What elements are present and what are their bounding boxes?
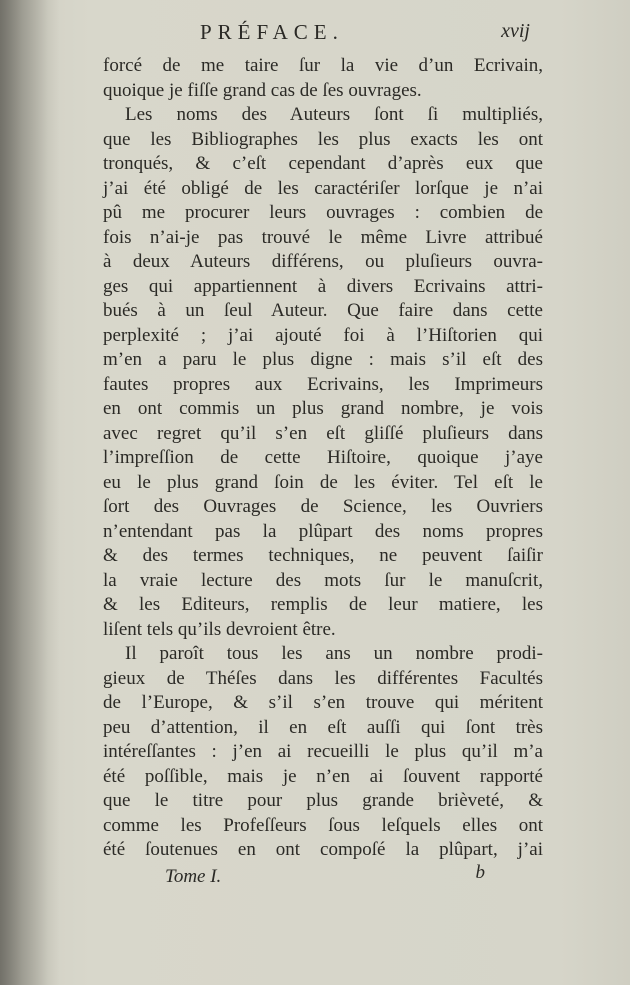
text-line: bués à un ſeul Auteur. Que faire dans cette xyxy=(103,300,543,321)
text-line: j’ai été obligé de les caractériſer lorſque je n’ai xyxy=(103,177,543,199)
body-text xyxy=(103,54,543,863)
text-line: que le titre pour plus grande brièveté, & xyxy=(103,790,543,811)
text-line: quoique je fiſſe grand cas de ſes ouvrages. xyxy=(103,79,422,101)
volume-label: Tome I. xyxy=(165,866,222,887)
text-line: n’entendant pas la plûpart des noms propres xyxy=(103,520,543,542)
text-line: & les Editeurs, remplis de leur matiere, les xyxy=(103,594,543,615)
text-line: que les Bibliographes les plus exacts les ont xyxy=(103,128,543,150)
text-line: pû me procurer leurs ouvrages : combien de xyxy=(103,202,543,223)
text-line: la vraie lecture des mots ſur le manuſcrit, xyxy=(103,569,543,591)
page-footer xyxy=(165,862,495,896)
text-line: Il paroît tous les ans un nombre prodi- xyxy=(125,643,543,664)
text-line: avec regret qu’il s’en eſt gliſſé pluſieurs dans xyxy=(103,422,543,444)
text-line: comme les Profeſſeurs ſous leſquels elles ont xyxy=(103,814,543,836)
text-line: en ont commis un plus grand nombre, je vois xyxy=(103,398,543,419)
text-line: l’impreſſion de cette Hiſtoire, quoique j’aye xyxy=(103,447,543,468)
text-line: été ſoutenues en ont compoſé la plûpart, j’ai xyxy=(103,839,543,860)
text-line: de l’Europe, & s’il s’en trouve qui méritent xyxy=(103,692,543,713)
signature-mark: b xyxy=(475,862,485,883)
text-line: tronqués, & c’eſt cependant d’après eux que xyxy=(103,153,543,174)
text-line: ges qui appartiennent à divers Ecrivains attri- xyxy=(103,275,543,297)
text-line: gieux de Théſes dans les différentes Facultés xyxy=(103,667,543,689)
text-line: eu le plus grand ſoin de les éviter. Tel eſt le xyxy=(103,471,543,493)
text-line: été poſſible, mais je n’en ai ſouvent rapporté xyxy=(103,765,543,787)
text-line: fautes propres aux Ecrivains, les Imprimeurs xyxy=(103,373,543,395)
text-line: m’en a paru le plus digne : mais s’il eſt des xyxy=(103,349,543,370)
text-line: Les noms des Auteurs ſont ſi multipliés, xyxy=(125,104,543,125)
text-line: & des termes techniques, ne peuvent ſaiſir xyxy=(103,545,543,566)
gutter-shadow xyxy=(0,0,60,985)
text-line: perplexité ; j’ai ajouté foi à l’Hiſtorien qui xyxy=(103,324,543,346)
text-line: forcé de me taire ſur la vie d’un Ecrivain, xyxy=(103,55,543,76)
text-line: fois n’ai-je pas trouvé le même Livre attribué xyxy=(103,226,543,248)
text-line: à deux Auteurs différens, ou pluſieurs ouvra- xyxy=(103,251,543,272)
text-line: liſent tels qu’ils devroient être. xyxy=(103,618,336,640)
text-line: intéreſſantes : j’en ai recueilli le plus qu’il m’a xyxy=(103,741,543,762)
text-line: ſort des Ouvrages de Science, les Ouvriers xyxy=(103,496,543,517)
page-header xyxy=(200,20,530,54)
running-title: PRÉFACE. xyxy=(200,20,344,44)
text-line: peu d’attention, il en eſt auſſi qui ſont très xyxy=(103,716,543,738)
page-number: xvij xyxy=(501,20,530,42)
